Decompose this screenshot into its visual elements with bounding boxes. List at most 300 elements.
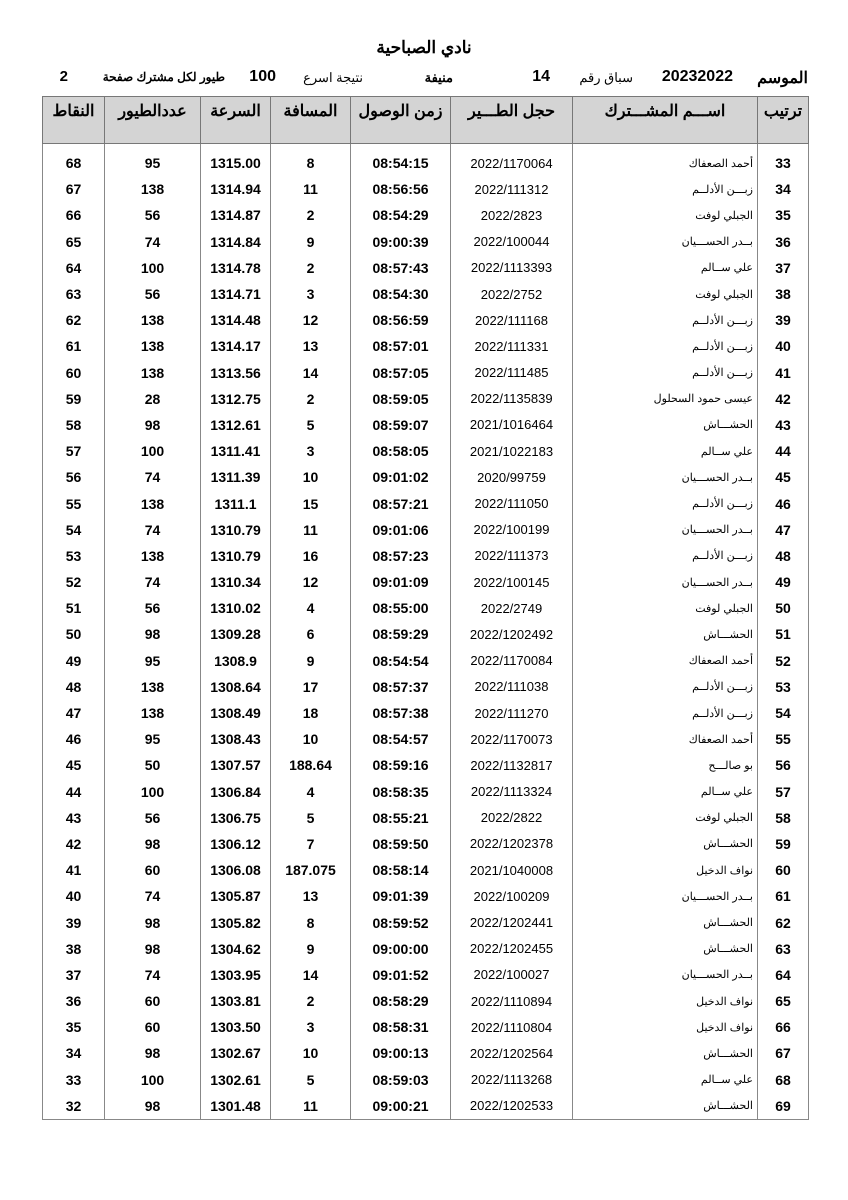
cell-distance: 6: [271, 621, 351, 647]
cell-arrival-time: 08:54:57: [351, 726, 451, 752]
cell-ring-number: 2022/2822: [451, 805, 573, 831]
cell-member-name: الجبلي لوفت: [573, 805, 758, 831]
cell-ring-number: 2022/2823: [451, 202, 573, 228]
cell-member-name: زبـــن الأدلــم: [573, 307, 758, 333]
cell-member-name: أحمد الصعفاك: [573, 726, 758, 752]
cell-speed: 1308.43: [201, 726, 271, 752]
table-row: [43, 255, 809, 281]
header-row: [43, 97, 809, 144]
table-row: [43, 360, 809, 386]
fastest-label: نتيجة اسرع: [303, 70, 363, 85]
cell-ring-number: 2022/1113268: [451, 1067, 573, 1093]
cell-points: 64: [43, 255, 105, 281]
cell-speed: 1314.94: [201, 176, 271, 202]
cell-bird-count: 138: [105, 176, 201, 202]
cell-speed: 1310.79: [201, 543, 271, 569]
cell-rank: 33: [758, 144, 809, 177]
cell-bird-count: 95: [105, 726, 201, 752]
cell-rank: 58: [758, 805, 809, 831]
table-row: [43, 386, 809, 412]
cell-member-name: بــدر الحســـيان: [573, 569, 758, 595]
cell-rank: 49: [758, 569, 809, 595]
cell-points: 63: [43, 281, 105, 307]
cell-points: 56: [43, 464, 105, 490]
cell-ring-number: 2022/1202564: [451, 1040, 573, 1066]
cell-bird-count: 138: [105, 490, 201, 516]
table-row: [43, 700, 809, 726]
header-points: النقاط: [43, 97, 105, 144]
cell-bird-count: 60: [105, 988, 201, 1014]
cell-arrival-time: 08:59:03: [351, 1067, 451, 1093]
cell-ring-number: 2022/1110894: [451, 988, 573, 1014]
cell-arrival-time: 08:54:15: [351, 144, 451, 177]
table-row: [43, 438, 809, 464]
cell-ring-number: 2022/1202378: [451, 831, 573, 857]
cell-distance: 9: [271, 648, 351, 674]
header-speed: السرعة: [201, 97, 271, 144]
race-name: منيفة: [424, 70, 453, 85]
cell-distance: 2: [271, 202, 351, 228]
cell-speed: 1308.64: [201, 674, 271, 700]
cell-distance: 4: [271, 595, 351, 621]
cell-rank: 43: [758, 412, 809, 438]
cell-bird-count: 95: [105, 144, 201, 177]
header-ring-number: حجل الطـــير: [451, 97, 573, 144]
cell-distance: 10: [271, 1040, 351, 1066]
cell-rank: 63: [758, 936, 809, 962]
cell-ring-number: 2022/111168: [451, 307, 573, 333]
cell-member-name: الحشـــاش: [573, 936, 758, 962]
cell-distance: 13: [271, 883, 351, 909]
cell-distance: 188.64: [271, 752, 351, 778]
cell-arrival-time: 08:58:29: [351, 988, 451, 1014]
cell-arrival-time: 08:54:30: [351, 281, 451, 307]
cell-rank: 69: [758, 1093, 809, 1120]
cell-rank: 48: [758, 543, 809, 569]
cell-arrival-time: 08:57:01: [351, 333, 451, 359]
cell-distance: 11: [271, 517, 351, 543]
cell-bird-count: 56: [105, 805, 201, 831]
cell-speed: 1314.17: [201, 333, 271, 359]
table-row: [43, 621, 809, 647]
cell-rank: 59: [758, 831, 809, 857]
cell-speed: 1306.12: [201, 831, 271, 857]
cell-rank: 42: [758, 386, 809, 412]
cell-arrival-time: 09:00:00: [351, 936, 451, 962]
table-row: [43, 543, 809, 569]
cell-bird-count: 100: [105, 779, 201, 805]
cell-ring-number: 2022/100209: [451, 883, 573, 909]
cell-distance: 15: [271, 490, 351, 516]
cell-rank: 45: [758, 464, 809, 490]
cell-member-name: علي ســالم: [573, 438, 758, 464]
cell-member-name: الحشـــاش: [573, 909, 758, 935]
cell-points: 65: [43, 229, 105, 255]
cell-arrival-time: 08:56:56: [351, 176, 451, 202]
cell-distance: 5: [271, 1067, 351, 1093]
cell-points: 43: [43, 805, 105, 831]
cell-arrival-time: 08:57:21: [351, 490, 451, 516]
cell-bird-count: 98: [105, 909, 201, 935]
cell-points: 58: [43, 412, 105, 438]
cell-bird-count: 138: [105, 543, 201, 569]
cell-member-name: زبـــن الأدلــم: [573, 360, 758, 386]
table-row: [43, 831, 809, 857]
cell-member-name: عيسى حمود السحلول: [573, 386, 758, 412]
cell-speed: 1311.39: [201, 464, 271, 490]
cell-bird-count: 138: [105, 307, 201, 333]
cell-arrival-time: 08:54:54: [351, 648, 451, 674]
cell-speed: 1308.9: [201, 648, 271, 674]
cell-speed: 1315.00: [201, 144, 271, 177]
cell-bird-count: 100: [105, 1067, 201, 1093]
header-member-name: اســـم المشـــترك: [573, 97, 758, 144]
cell-distance: 3: [271, 438, 351, 464]
table-row: [43, 883, 809, 909]
table-row: [43, 909, 809, 935]
cell-speed: 1310.79: [201, 517, 271, 543]
cell-member-name: زبـــن الأدلــم: [573, 490, 758, 516]
cell-arrival-time: 08:59:05: [351, 386, 451, 412]
cell-points: 49: [43, 648, 105, 674]
cell-distance: 2: [271, 255, 351, 281]
season-value: 20232022: [661, 68, 733, 85]
cell-ring-number: 2022/111373: [451, 543, 573, 569]
cell-distance: 2: [271, 386, 351, 412]
table-row: [43, 412, 809, 438]
cell-speed: 1311.1: [201, 490, 271, 516]
cell-points: 47: [43, 700, 105, 726]
cell-speed: 1302.61: [201, 1067, 271, 1093]
cell-points: 62: [43, 307, 105, 333]
cell-speed: 1303.81: [201, 988, 271, 1014]
cell-rank: 39: [758, 307, 809, 333]
cell-ring-number: 2022/111270: [451, 700, 573, 726]
cell-rank: 51: [758, 621, 809, 647]
cell-rank: 54: [758, 700, 809, 726]
cell-points: 35: [43, 1014, 105, 1040]
cell-rank: 61: [758, 883, 809, 909]
table-row: [43, 1093, 809, 1120]
cell-distance: 187.075: [271, 857, 351, 883]
cell-bird-count: 60: [105, 1014, 201, 1040]
cell-speed: 1301.48: [201, 1093, 271, 1120]
cell-speed: 1302.67: [201, 1040, 271, 1066]
cell-ring-number: 2022/100044: [451, 229, 573, 255]
cell-points: 40: [43, 883, 105, 909]
cell-points: 60: [43, 360, 105, 386]
cell-distance: 9: [271, 229, 351, 255]
cell-arrival-time: 09:01:06: [351, 517, 451, 543]
cell-arrival-time: 08:55:21: [351, 805, 451, 831]
table-row: [43, 569, 809, 595]
cell-arrival-time: 08:57:38: [351, 700, 451, 726]
cell-distance: 5: [271, 412, 351, 438]
cell-arrival-time: 08:54:29: [351, 202, 451, 228]
table-row: [43, 648, 809, 674]
table-row: [43, 857, 809, 883]
cell-bird-count: 98: [105, 412, 201, 438]
cell-member-name: الحشـــاش: [573, 1093, 758, 1120]
cell-member-name: بــدر الحســـيان: [573, 229, 758, 255]
cell-speed: 1313.56: [201, 360, 271, 386]
cell-ring-number: 2022/111050: [451, 490, 573, 516]
cell-distance: 4: [271, 779, 351, 805]
results-table: [42, 96, 809, 1120]
cell-distance: 14: [271, 360, 351, 386]
table-row: [43, 752, 809, 778]
cell-speed: 1306.75: [201, 805, 271, 831]
cell-points: 51: [43, 595, 105, 621]
table-row: [43, 595, 809, 621]
cell-ring-number: 2022/1170064: [451, 144, 573, 177]
cell-speed: 1308.49: [201, 700, 271, 726]
cell-member-name: أحمد الصعفاك: [573, 144, 758, 177]
cell-arrival-time: 08:55:00: [351, 595, 451, 621]
table-row: [43, 144, 809, 177]
cell-rank: 52: [758, 648, 809, 674]
cell-member-name: بو صالـــح: [573, 752, 758, 778]
cell-speed: 1314.78: [201, 255, 271, 281]
cell-member-name: الحشـــاش: [573, 1040, 758, 1066]
cell-member-name: علي ســالم: [573, 255, 758, 281]
cell-ring-number: 2022/1110804: [451, 1014, 573, 1040]
cell-points: 54: [43, 517, 105, 543]
cell-points: 46: [43, 726, 105, 752]
cell-member-name: نواف الدخيل: [573, 857, 758, 883]
cell-points: 34: [43, 1040, 105, 1066]
header-distance: المسافة: [271, 97, 351, 144]
cell-bird-count: 138: [105, 360, 201, 386]
cell-points: 42: [43, 831, 105, 857]
cell-member-name: الحشـــاش: [573, 412, 758, 438]
cell-member-name: الجبلي لوفت: [573, 281, 758, 307]
cell-ring-number: 2020/99759: [451, 464, 573, 490]
cell-rank: 57: [758, 779, 809, 805]
cell-arrival-time: 08:57:37: [351, 674, 451, 700]
cell-points: 50: [43, 621, 105, 647]
header-bird-count: عددالطيور: [105, 97, 201, 144]
cell-ring-number: 2021/1040008: [451, 857, 573, 883]
cell-ring-number: 2022/1202533: [451, 1093, 573, 1120]
cell-ring-number: 2021/1022183: [451, 438, 573, 464]
cell-member-name: بــدر الحســـيان: [573, 464, 758, 490]
cell-bird-count: 74: [105, 883, 201, 909]
cell-rank: 46: [758, 490, 809, 516]
cell-ring-number: 2022/100199: [451, 517, 573, 543]
cell-bird-count: 74: [105, 962, 201, 988]
cell-ring-number: 2022/1135839: [451, 386, 573, 412]
cell-rank: 34: [758, 176, 809, 202]
cell-arrival-time: 08:58:05: [351, 438, 451, 464]
cell-bird-count: 98: [105, 1040, 201, 1066]
cell-points: 32: [43, 1093, 105, 1120]
cell-distance: 9: [271, 936, 351, 962]
cell-speed: 1314.84: [201, 229, 271, 255]
cell-arrival-time: 09:00:13: [351, 1040, 451, 1066]
cell-distance: 8: [271, 909, 351, 935]
cell-rank: 68: [758, 1067, 809, 1093]
cell-speed: 1307.57: [201, 752, 271, 778]
table-row: [43, 281, 809, 307]
cell-member-name: علي ســالم: [573, 1067, 758, 1093]
cell-ring-number: 2022/111485: [451, 360, 573, 386]
cell-speed: 1303.50: [201, 1014, 271, 1040]
cell-speed: 1314.71: [201, 281, 271, 307]
cell-ring-number: 2022/1202441: [451, 909, 573, 935]
cell-distance: 18: [271, 700, 351, 726]
cell-ring-number: 2022/1113324: [451, 779, 573, 805]
cell-distance: 8: [271, 144, 351, 177]
cell-arrival-time: 08:57:23: [351, 543, 451, 569]
cell-bird-count: 56: [105, 281, 201, 307]
cell-speed: 1312.75: [201, 386, 271, 412]
cell-member-name: بــدر الحســـيان: [573, 517, 758, 543]
cell-points: 36: [43, 988, 105, 1014]
cell-rank: 62: [758, 909, 809, 935]
cell-ring-number: 2022/111331: [451, 333, 573, 359]
cell-rank: 53: [758, 674, 809, 700]
cell-ring-number: 2022/1132817: [451, 752, 573, 778]
table-row: [43, 726, 809, 752]
cell-points: 68: [43, 144, 105, 177]
table-row: [43, 176, 809, 202]
cell-points: 67: [43, 176, 105, 202]
cell-arrival-time: 08:59:52: [351, 909, 451, 935]
cell-member-name: علي ســالم: [573, 779, 758, 805]
table-row: [43, 805, 809, 831]
cell-points: 55: [43, 490, 105, 516]
cell-rank: 36: [758, 229, 809, 255]
table-row: [43, 1067, 809, 1093]
table-row: [43, 464, 809, 490]
cell-points: 53: [43, 543, 105, 569]
cell-speed: 1314.87: [201, 202, 271, 228]
cell-distance: 11: [271, 176, 351, 202]
cell-bird-count: 95: [105, 648, 201, 674]
cell-bird-count: 74: [105, 229, 201, 255]
cell-points: 44: [43, 779, 105, 805]
cell-bird-count: 138: [105, 674, 201, 700]
cell-distance: 12: [271, 307, 351, 333]
cell-member-name: الجبلي لوفت: [573, 202, 758, 228]
cell-rank: 60: [758, 857, 809, 883]
race-number: 14: [532, 68, 550, 85]
cell-member-name: الجبلي لوفت: [573, 595, 758, 621]
table-row: [43, 229, 809, 255]
cell-rank: 55: [758, 726, 809, 752]
cell-rank: 35: [758, 202, 809, 228]
cell-arrival-time: 08:59:07: [351, 412, 451, 438]
table-row: [43, 962, 809, 988]
fastest-count: 100: [249, 68, 276, 85]
cell-arrival-time: 08:57:43: [351, 255, 451, 281]
page-number: 2: [59, 68, 68, 85]
cell-rank: 40: [758, 333, 809, 359]
cell-member-name: زبـــن الأدلــم: [573, 176, 758, 202]
cell-member-name: زبـــن الأدلــم: [573, 700, 758, 726]
cell-speed: 1310.02: [201, 595, 271, 621]
cell-ring-number: 2022/111312: [451, 176, 573, 202]
cell-points: 57: [43, 438, 105, 464]
cell-ring-number: 2022/2749: [451, 595, 573, 621]
cell-points: 39: [43, 909, 105, 935]
table-row: [43, 1040, 809, 1066]
cell-bird-count: 138: [105, 700, 201, 726]
cell-arrival-time: 08:59:16: [351, 752, 451, 778]
cell-bird-count: 28: [105, 386, 201, 412]
cell-arrival-time: 08:58:31: [351, 1014, 451, 1040]
cell-points: 52: [43, 569, 105, 595]
cell-ring-number: 2022/1170073: [451, 726, 573, 752]
cell-speed: 1304.62: [201, 936, 271, 962]
cell-rank: 66: [758, 1014, 809, 1040]
header-rank: ترتيب: [758, 97, 809, 144]
table-row: [43, 1014, 809, 1040]
cell-bird-count: 56: [105, 202, 201, 228]
cell-bird-count: 98: [105, 936, 201, 962]
cell-bird-count: 74: [105, 464, 201, 490]
cell-points: 38: [43, 936, 105, 962]
cell-arrival-time: 08:59:50: [351, 831, 451, 857]
cell-distance: 11: [271, 1093, 351, 1120]
season-label: الموسم: [757, 70, 808, 87]
cell-ring-number: 2022/100145: [451, 569, 573, 595]
cell-distance: 14: [271, 962, 351, 988]
cell-member-name: أحمد الصعفاك: [573, 648, 758, 674]
cell-arrival-time: 09:00:21: [351, 1093, 451, 1120]
cell-distance: 7: [271, 831, 351, 857]
cell-ring-number: 2022/1113393: [451, 255, 573, 281]
cell-member-name: نواف الدخيل: [573, 988, 758, 1014]
cell-distance: 13: [271, 333, 351, 359]
cell-member-name: الحشـــاش: [573, 621, 758, 647]
cell-rank: 67: [758, 1040, 809, 1066]
cell-speed: 1306.08: [201, 857, 271, 883]
cell-bird-count: 98: [105, 1093, 201, 1120]
cell-arrival-time: 08:58:35: [351, 779, 451, 805]
cell-arrival-time: 08:59:29: [351, 621, 451, 647]
cell-points: 33: [43, 1067, 105, 1093]
table-row: [43, 988, 809, 1014]
cell-bird-count: 50: [105, 752, 201, 778]
cell-arrival-time: 09:01:52: [351, 962, 451, 988]
cell-bird-count: 60: [105, 857, 201, 883]
cell-member-name: بــدر الحســـيان: [573, 962, 758, 988]
cell-rank: 41: [758, 360, 809, 386]
cell-ring-number: 2022/111038: [451, 674, 573, 700]
table-row: [43, 490, 809, 516]
cell-distance: 12: [271, 569, 351, 595]
cell-bird-count: 100: [105, 255, 201, 281]
race-label: سباق رقم: [579, 70, 633, 85]
cell-distance: 10: [271, 464, 351, 490]
cell-distance: 3: [271, 1014, 351, 1040]
cell-rank: 37: [758, 255, 809, 281]
cell-bird-count: 98: [105, 831, 201, 857]
cell-distance: 5: [271, 805, 351, 831]
cell-speed: 1305.82: [201, 909, 271, 935]
cell-ring-number: 2022/1202492: [451, 621, 573, 647]
cell-member-name: بــدر الحســـيان: [573, 883, 758, 909]
cell-rank: 64: [758, 962, 809, 988]
cell-ring-number: 2021/1016464: [451, 412, 573, 438]
table-row: [43, 333, 809, 359]
cell-arrival-time: 09:01:02: [351, 464, 451, 490]
cell-arrival-time: 08:58:14: [351, 857, 451, 883]
cell-arrival-time: 08:56:59: [351, 307, 451, 333]
cell-ring-number: 2022/2752: [451, 281, 573, 307]
